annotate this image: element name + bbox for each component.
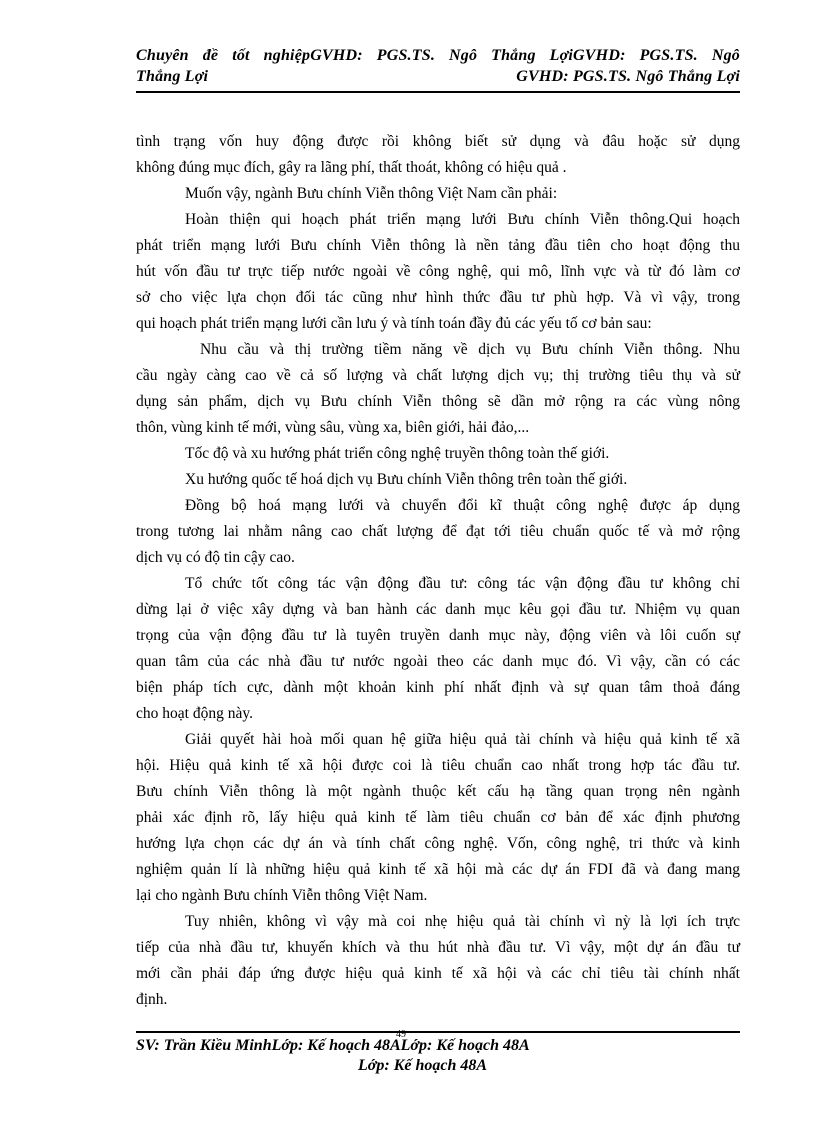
text-line: mới cần phải đáp ứng được hiệu quả kinh tế xã hội và các chỉ tiêu tài chính nhất <box>136 965 740 982</box>
text-line: hướng lựa chọn các dự án và tính chất công nghệ. Vốn, công nghệ, tri thức và kinh <box>136 835 740 852</box>
text-line: Tốc độ và xu hướng phát triển công nghệ truyền thông toàn thế giới. <box>185 445 610 462</box>
paragraph <box>136 181 740 207</box>
text-line: biện pháp tích cực, dành một khoản kinh phí nhất định và sự quan tâm thoả đáng <box>136 679 740 696</box>
paragraph <box>136 727 740 909</box>
running-header-line1: Chuyên đề tốt nghiệpGVHD: PGS.TS. Ngô Thắng LợiGVHD: PGS.TS. Ngô <box>136 47 740 64</box>
text-line: thôn, vùng kinh tế mới, vùng sâu, vùng xa, biên giới, hải đảo,... <box>136 419 530 436</box>
paragraph <box>136 129 740 181</box>
paragraph <box>136 441 740 467</box>
text-line: phát triển mạng lưới Bưu chính Viễn thông là nền tảng đầu tiên cho hoạt động thu <box>136 237 740 254</box>
header-rule <box>136 91 740 93</box>
document-body <box>136 129 740 1013</box>
footer-line1: SV: Trần Kiều MinhLớp: Kế hoạch 48ALớp: Kế hoạch 48A <box>136 1037 530 1054</box>
text-line: Tuy nhiên, không vì vậy mà coi nhẹ hiệu quả tài chính vì nỳ là lợi ích trực <box>185 913 740 930</box>
text-line: định. <box>136 991 168 1008</box>
text-line: sở cho việc lựa chọn đối tác cũng như hình thức đầu tư phù hợp. Và vì vậy, trong <box>136 289 740 306</box>
text-line: Xu hướng quốc tế hoá dịch vụ Bưu chính Viễn thông trên toàn thế giới. <box>185 471 628 488</box>
text-line: dịch vụ có độ tin cậy cao. <box>136 549 295 566</box>
text-line: lại cho ngành Bưu chính Viễn thông Việt Nam. <box>136 887 428 904</box>
text-line: cho hoạt động này. <box>136 705 253 722</box>
text-line: tình trạng vốn huy động được rồi không biết sử dụng và đâu hoặc sử dụng <box>136 133 740 150</box>
text-line: không đúng mục đích, gây ra lãng phí, thất thoát, không có hiệu quả . <box>136 159 567 176</box>
text-line: trọng của vận động đầu tư là tuyên truyền danh mục này, động viên và lôi cuốn sự <box>136 627 740 644</box>
text-line: quan tâm của các nhà đầu tư nước ngoài theo các danh mục đó. Vì vậy, cần có các <box>136 653 740 670</box>
paragraph <box>136 493 740 571</box>
text-line: Tổ chức tốt công tác vận động đầu tư: công tác vận động đầu tư không chỉ <box>185 575 740 592</box>
text-line: Nhu cầu và thị trường tiềm năng về dịch vụ Bưu chính Viễn thông. Nhu <box>200 341 740 358</box>
text-line: Bưu chính Viễn thông là một ngành thuộc kết cấu hạ tầng quan trọng nên ngành <box>136 783 740 800</box>
header-right: GVHD: PGS.TS. Ngô Thắng Lợi <box>516 68 740 85</box>
header-left: Thắng Lợi <box>136 68 209 85</box>
text-line: dụng sản phẩm, dịch vụ Bưu chính Viễn thông sẽ dần mở rộng ra các vùng nông <box>136 393 740 410</box>
footer-rule <box>136 1031 740 1033</box>
paragraph <box>136 909 740 1013</box>
paragraph <box>136 571 740 727</box>
paragraph <box>136 337 740 441</box>
text-line: cầu ngày càng cao về cả số lượng và chất lượng dịch vụ; thị trường tiêu thụ và sử <box>136 367 740 384</box>
text-line: Muốn vậy, ngành Bưu chính Viễn thông Việt Nam cần phải: <box>185 185 558 202</box>
text-line: dừng lại ở việc xây dựng và ban hành các danh mục kêu gọi đầu tư. Nhiệm vụ quan <box>136 601 740 618</box>
footer-line2: Lớp: Kế hoạch 48A <box>358 1057 488 1074</box>
text-line: Giải quyết hài hoà mối quan hệ giữa hiệu quả tài chính và hiệu quả kinh tế xã <box>185 731 740 748</box>
text-line: hội. Hiệu quả kinh tế xã hội được coi là tiêu chuẩn cao nhất trong hợp tác đầu tư. <box>136 757 740 774</box>
text-line: trong tương lai nhằm nâng cao chất lượng để đạt tới tiêu chuẩn quốc tế và mở rộng <box>136 523 740 540</box>
text-line: Hoàn thiện qui hoạch phát triển mạng lưới Bưu chính Viễn thông.Qui hoạch <box>185 211 740 228</box>
text-line: nghiệm quản lí là những hiệu quả kinh tế xã hội mà các dự án FDI đã và đang mang <box>136 861 740 878</box>
text-line: phải xác định rõ, lấy hiệu quả kinh tế làm tiêu chuẩn cơ bản để xác định phương <box>136 809 740 826</box>
text-line: hút vốn đầu tư trực tiếp nước ngoài về công nghệ, qui mô, lĩnh vực và từ đó làm cơ <box>136 263 740 280</box>
paragraph <box>136 207 740 337</box>
page-number: 49 <box>396 1029 406 1040</box>
running-header-line2 <box>136 68 740 86</box>
text-line: qui hoạch phát triển mạng lưới cần lưu ý và tính toán đầy đủ các yếu tố cơ bản sau: <box>136 315 652 332</box>
paragraph <box>136 467 740 493</box>
text-line: tiếp của nhà đầu tư, khuyến khích và thu hút nhà đầu tư. Vì vậy, một dự án đầu tư <box>136 939 740 956</box>
text-line: Đồng bộ hoá mạng lưới và chuyển đổi kĩ thuật công nghệ được áp dụng <box>185 497 740 514</box>
